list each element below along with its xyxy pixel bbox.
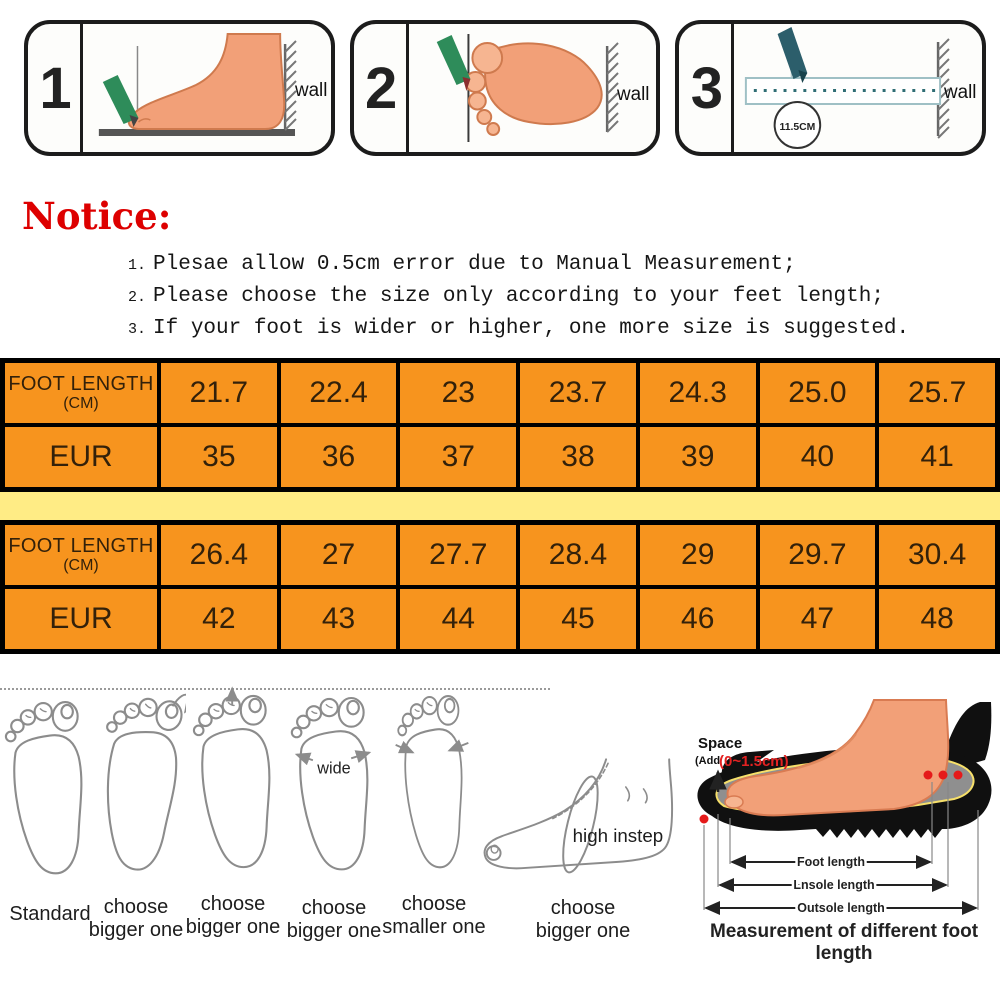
table-row-header: FOOT LENGTH (CM): [5, 363, 157, 423]
measure-steps: [24, 20, 986, 156]
shoe-measurement-diagram: [688, 698, 1000, 920]
foot-length-cell: 25.7: [879, 363, 995, 423]
pencil-icon: [778, 27, 808, 79]
table-row-header: FOOT LENGTH (CM): [5, 525, 157, 585]
floor-bar: [99, 129, 295, 136]
step-2-number: 2: [354, 24, 409, 152]
foot-length-cell: 21.7: [161, 363, 277, 423]
foot-type-label: choose bigger one: [88, 896, 184, 941]
wall-label: wall: [295, 79, 328, 102]
table-row-header: EUR: [5, 427, 157, 487]
wall-label: wall: [616, 83, 650, 106]
notice-list: [128, 249, 909, 345]
eur-size-cell: 44: [400, 589, 516, 649]
foot-length-cell: 26.4: [161, 525, 277, 585]
foot-length-cell: 23.7: [520, 363, 636, 423]
footprint-standard-icon: [4, 694, 92, 890]
foot-type-label: Standard: [9, 903, 91, 925]
eur-size-cell: 37: [400, 427, 516, 487]
eur-size-cell: 48: [879, 589, 995, 649]
big-toe-icon: [725, 796, 743, 808]
notice-item: 3. If your foot is wider or higher, one more size is suggested.: [128, 317, 910, 340]
eur-size-cell: 36: [281, 427, 397, 487]
add-label: (Add: [695, 755, 721, 767]
insole-length-label: Lnsole length: [793, 878, 875, 892]
space-label: Space: [698, 735, 743, 752]
foot-length-cell: 23: [400, 363, 516, 423]
outsole-length-label: Outsole length: [797, 901, 885, 915]
eur-size-cell: 47: [760, 589, 876, 649]
ruler-measure-icon: [734, 24, 982, 152]
eur-size-cell: 38: [520, 427, 636, 487]
eur-size-cell: 42: [161, 589, 277, 649]
foot-length-cell: 28.4: [520, 525, 636, 585]
ruler-length-label: 11.5CM: [779, 121, 816, 134]
foot-length-cell: 27.7: [400, 525, 516, 585]
eur-size-cell: 41: [879, 427, 995, 487]
eur-size-cell: 39: [640, 427, 756, 487]
high-instep-foot-icon: [470, 752, 682, 888]
notice-title: Notice:: [22, 194, 172, 238]
foot-side-icon: [129, 34, 284, 129]
footprint-bunion-icon: [94, 676, 186, 886]
step-3-number: 3: [679, 24, 734, 152]
foot-length-cell: 27: [281, 525, 397, 585]
foot-top-measure-icon: [409, 24, 657, 152]
foot-type-label: choose bigger one: [185, 893, 281, 938]
step-panel-2: [350, 20, 661, 156]
eur-size-cell: 43: [281, 589, 397, 649]
high-instep-annotation: high instep: [572, 825, 664, 847]
foot-side-measure-icon: [83, 24, 331, 152]
foot-type-label: choose bigger one: [286, 897, 382, 942]
step-1-number: 1: [28, 24, 83, 152]
eur-size-cell: 45: [520, 589, 636, 649]
notice-item: 1. Plesae allow 0.5cm error due to Manual Measurement;: [128, 253, 796, 276]
foot-length-label: Foot length: [796, 855, 866, 869]
table-divider: [0, 492, 1000, 520]
measurement-caption: Measurement of different foot length: [709, 921, 979, 964]
foot-type-label: choose bigger one: [535, 897, 631, 942]
foot-length-cell: 24.3: [640, 363, 756, 423]
step-panel-3: [675, 20, 986, 156]
add-value: (0~1.5cm): [719, 753, 789, 770]
footprint-long-toe-icon: [192, 682, 280, 882]
eur-size-cell: 40: [760, 427, 876, 487]
foot-length-cell: 29: [640, 525, 756, 585]
table-row-header: EUR: [5, 589, 157, 649]
size-table-42-48: [0, 520, 1000, 654]
foot-type-label: choose smaller one: [382, 893, 486, 938]
footprint-wide-icon: [288, 690, 378, 886]
wall-label: wall: [944, 81, 977, 104]
foot-length-cell: 25.0: [760, 363, 876, 423]
pencil-icon: [436, 35, 470, 85]
size-table-35-41: [0, 358, 1000, 492]
eur-size-cell: 35: [161, 427, 277, 487]
foot-length-cell: 30.4: [879, 525, 995, 585]
step-panel-1: [24, 20, 335, 156]
footprint-narrow-icon: [388, 686, 476, 884]
eur-size-cell: 46: [640, 589, 756, 649]
notice-item: 2. Please choose the size only according to your feet length;: [128, 285, 884, 308]
foot-length-cell: 29.7: [760, 525, 876, 585]
wide-annotation: wide: [317, 759, 351, 778]
foot-length-cell: 22.4: [281, 363, 397, 423]
